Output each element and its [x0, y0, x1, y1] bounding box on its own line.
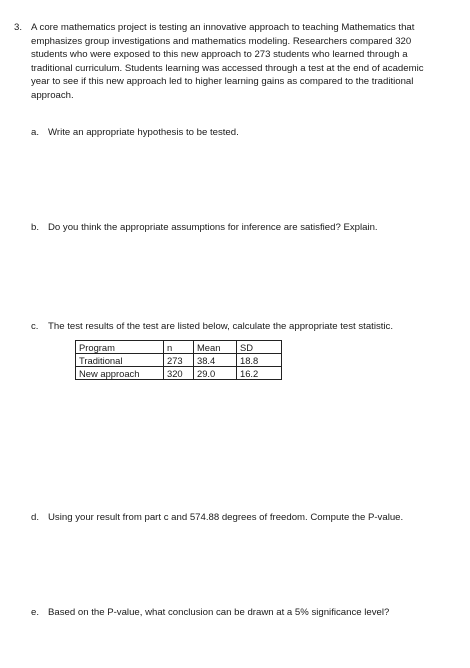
table-header-cell: Program	[76, 341, 164, 354]
part-e	[31, 606, 389, 619]
table-cell: 320	[164, 367, 194, 380]
part-e-letter: e.	[31, 607, 40, 618]
part-c	[31, 320, 393, 333]
part-c-letter: c.	[31, 321, 39, 332]
table-cell: 29.0	[194, 367, 237, 380]
table-header-cell: n	[164, 341, 194, 354]
table-row	[76, 367, 282, 380]
part-b	[31, 221, 378, 234]
table-cell: 38.4	[194, 354, 237, 367]
table-header-cell: SD	[237, 341, 282, 354]
question-intro: A core mathematics project is testing an innovative approach to teaching Mathematics that emphasizes group investigations and mathematics modeling. Researchers compared 320 students who were exposed to this new approach to 273 students who learned through a traditional curriculum. Students learning was accessed through a test at the end of academic year to see if this new approach led to higher learning gains as compared to the traditional approach.	[31, 22, 424, 101]
question-number: 3.	[14, 22, 23, 33]
part-b-letter: b.	[31, 222, 40, 233]
table-cell: New approach	[76, 367, 164, 380]
part-d-letter: d.	[31, 512, 40, 523]
part-c-text: The test results of the test are listed below, calculate the appropriate test statistic.	[48, 321, 394, 332]
table-row	[76, 354, 282, 367]
table-cell: 273	[164, 354, 194, 367]
table-cell: 18.8	[237, 354, 282, 367]
results-table	[75, 340, 282, 380]
table-cell: Traditional	[76, 354, 164, 367]
part-a-text: Write an appropriate hypothesis to be tested.	[48, 127, 239, 138]
part-b-text: Do you think the appropriate assumptions for inference are satisfied? Explain.	[48, 222, 378, 233]
part-d	[31, 511, 403, 524]
part-d-text: Using your result from part c and 574.88 degrees of freedom. Compute the P-value.	[48, 512, 404, 523]
part-a	[31, 126, 239, 139]
table-header-row	[76, 341, 282, 354]
part-e-text: Based on the P-value, what conclusion can be drawn at a 5% significance level?	[48, 607, 390, 618]
table-cell: 16.2	[237, 367, 282, 380]
table-header-cell: Mean	[194, 341, 237, 354]
part-a-letter: a.	[31, 127, 40, 138]
